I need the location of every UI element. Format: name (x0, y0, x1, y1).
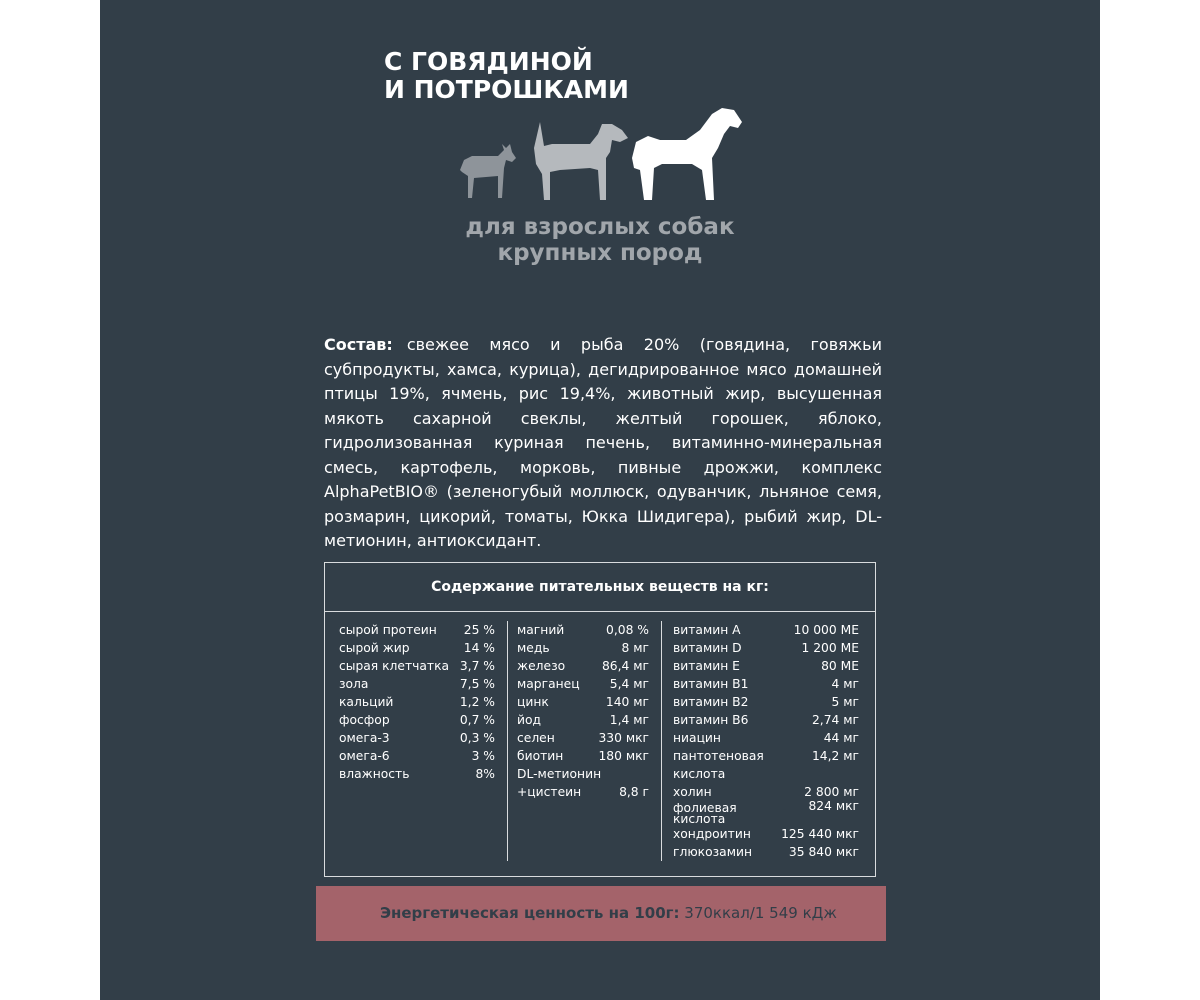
nutrient-table-title: Содержание питательных веществ на кг: (325, 563, 875, 612)
nutrient-name: цинк (517, 695, 549, 709)
nutrient-row (339, 711, 495, 729)
nutrient-row (339, 621, 495, 639)
nutrient-name: DL-метионин (517, 767, 602, 781)
nutrient-value: 35 840 мкг (788, 845, 859, 859)
nutrient-name: марганец (517, 677, 580, 691)
nutrient-value: 2,74 мг (811, 713, 859, 727)
nutrient-table (324, 562, 876, 877)
nutrient-name: витамин В2 (673, 695, 749, 709)
nutrient-value: 330 мкг (598, 731, 649, 745)
subtitle-line-2: крупных пород (497, 240, 703, 266)
nutrient-row (673, 801, 859, 825)
nutrient-value: 8 мг (621, 641, 649, 655)
nutrient-row (517, 729, 649, 747)
nutrient-name: пантотеновая (673, 749, 764, 763)
energy-label: Энергетическая ценность на 100г: (380, 904, 680, 922)
nutrient-row (517, 693, 649, 711)
nutrient-name: железо (517, 659, 566, 673)
nutrient-row (673, 621, 859, 639)
composition-label: Состав: (324, 335, 393, 354)
nutrient-name: влажность (339, 767, 410, 781)
nutrient-name: зола (339, 677, 369, 691)
nutrient-name: магний (517, 623, 565, 637)
nutrient-name: ниацин (673, 731, 721, 745)
nutrient-row (339, 747, 495, 765)
nutrient-row (673, 843, 859, 861)
title-line-2: И ПОТРОШКАМИ (384, 75, 629, 104)
nutrient-value: 2 800 мг (804, 785, 859, 799)
nutrient-row (517, 621, 649, 639)
nutrient-column-2 (517, 621, 649, 801)
nutrient-row (339, 639, 495, 657)
energy-value-bar (316, 886, 886, 941)
nutrient-row (673, 711, 859, 729)
nutrient-column-3 (673, 621, 859, 861)
nutrient-value: 25 % (463, 623, 495, 637)
nutrient-value: 0,7 % (459, 713, 495, 727)
medium-dog-icon (534, 122, 628, 200)
nutrient-value: 4 мг (831, 677, 859, 691)
nutrient-value: 824 мкг (808, 799, 859, 813)
nutrient-name: витамин В6 (673, 713, 749, 727)
product-subtitle (400, 214, 800, 266)
product-title (384, 48, 644, 104)
nutrient-row (517, 783, 649, 801)
nutrient-value: 1,4 мг (609, 713, 649, 727)
title-line-1: С ГОВЯДИНОЙ (384, 47, 593, 76)
nutrient-row (673, 747, 859, 765)
nutrient-value: 5,4 мг (609, 677, 649, 691)
nutrient-name: омега-3 (339, 731, 390, 745)
large-dog-icon (632, 108, 742, 200)
nutrient-name: кислота (673, 767, 726, 781)
nutrient-value: 8,8 г (619, 785, 649, 799)
nutrient-row (517, 675, 649, 693)
nutrient-row (339, 765, 495, 783)
nutrient-row (339, 675, 495, 693)
nutrient-row (673, 657, 859, 675)
nutrient-name: глюкозамин (673, 845, 753, 859)
nutrient-row (339, 693, 495, 711)
nutrient-row (517, 747, 649, 765)
nutrient-row (517, 765, 649, 783)
composition-text (324, 333, 882, 554)
energy-text (380, 886, 837, 941)
nutrient-row (673, 825, 859, 843)
nutrient-name: сырой протеин (339, 623, 437, 637)
nutrient-value: 86,4 мг (601, 659, 649, 673)
nutrient-value: 3 % (471, 749, 495, 763)
nutrient-name: витамин А (673, 623, 741, 637)
nutrient-name: фосфор (339, 713, 390, 727)
nutrient-value: 80 МЕ (821, 659, 859, 673)
nutrient-value: 1 200 МЕ (801, 641, 859, 655)
nutrient-value: 140 мг (605, 695, 649, 709)
nutrient-value: 8% (475, 767, 495, 781)
nutrient-row (673, 693, 859, 711)
nutrient-row (339, 729, 495, 747)
composition-body: свежее мясо и рыба 20% (говядина, говяжьи субпродукты, хамса, курица), дегидрированное мясо домашней птицы 19%, ячмень, рис 19,4%, животный жир, высушенная мякоть сахарной свеклы, желтый горошек, яблоко, гидролизованная куриная печень, витаминно-минеральная смесь, картофель, морковь, пивные дрожжи, комплекс AlphaPetBIO® (зеленогубый моллюск, одуванчик, льняное семя, розмарин, цикорий, томаты, Юкка Шидигера), рыбий жир, DL-метионин, антиоксидант. (324, 335, 882, 550)
nutrient-value: 3,7 % (459, 659, 495, 673)
nutrient-name: медь (517, 641, 550, 655)
nutrient-row (517, 657, 649, 675)
nutrient-value: 0,3 % (459, 731, 495, 745)
nutrient-row (517, 711, 649, 729)
nutrient-name: селен (517, 731, 555, 745)
nutrient-value: 1,2 % (459, 695, 495, 709)
nutrient-value: 44 мг (823, 731, 859, 745)
nutrient-name: +цистеин (517, 785, 582, 799)
nutrient-row (517, 639, 649, 657)
column-divider (661, 621, 662, 861)
nutrient-row (339, 657, 495, 675)
nutrient-name: сырая клетчатка (339, 659, 450, 673)
nutrient-row (673, 765, 859, 783)
nutrient-value: 5 мг (831, 695, 859, 709)
energy-value: 370ккал/1 549 кДж (684, 904, 837, 922)
small-dog-icon (460, 144, 516, 198)
nutrient-name: витамин В1 (673, 677, 749, 691)
column-divider (507, 621, 508, 861)
nutrient-value: 180 мкг (598, 749, 649, 763)
nutrient-name: сырой жир (339, 641, 410, 655)
nutrient-value: 10 000 МЕ (793, 623, 859, 637)
nutrient-name: холин (673, 785, 712, 799)
nutrient-value: 125 440 мкг (781, 827, 859, 841)
nutrient-value: 14,2 мг (811, 749, 859, 763)
nutrient-name: хондроитин (673, 827, 751, 841)
nutrient-row (673, 675, 859, 693)
nutrient-column-1 (339, 621, 495, 783)
nutrient-name: биотин (517, 749, 564, 763)
nutrient-name: витамин D (673, 641, 742, 655)
subtitle-line-1: для взрослых собак (465, 214, 735, 240)
nutrient-value: 14 % (463, 641, 495, 655)
nutrient-value: 0,08 % (606, 623, 649, 637)
nutrient-name: омега-6 (339, 749, 390, 763)
nutrient-name: кальций (339, 695, 394, 709)
nutrient-value: 7,5 % (459, 677, 495, 691)
nutrient-row (673, 729, 859, 747)
nutrient-name: йод (517, 713, 542, 727)
nutrient-name: витамин Е (673, 659, 740, 673)
dog-size-icons (450, 100, 750, 210)
nutrient-name: фолиевая кислота (673, 801, 737, 826)
nutrient-row (673, 639, 859, 657)
